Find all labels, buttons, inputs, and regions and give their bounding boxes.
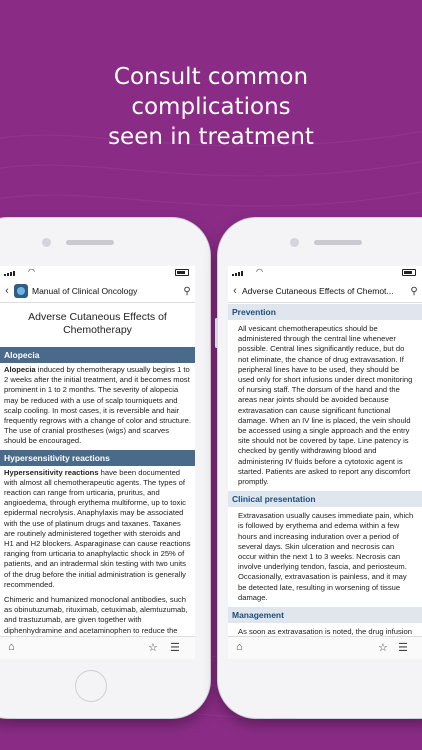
headline xyxy=(0,62,422,152)
paragraph: All vesicant chemotherapeutics should be administered through the central line whenever possible. Central lines significantly reduce, but do not eliminate, the chance of drug extravasation. If peripheral lines have to be used, they should be used only for short infusions under direct monitoring of nursing staff. The dorsum of the hand and the areas near joints should be avoided because extravasation can cause significant functional damage. When an IV line is placed, the vein should be accessed using a single approach and the entry site should not be covered by tape. Line patency is checked by gently withdrawing blood and administering IV fluids before a cytotoxic agent is started. Patients are asked to report any discomfort promptly. xyxy=(238,324,413,487)
headline-line-1: Consult common xyxy=(113,64,309,90)
side-button xyxy=(215,318,218,348)
home-button[interactable] xyxy=(75,670,107,702)
star-icon[interactable]: ☆ xyxy=(378,642,388,654)
chevron-left-icon[interactable]: ‹ xyxy=(5,285,9,297)
paragraph: As soon as extravasation is noted, the drug infusion xyxy=(238,627,412,637)
paragraph: Chimeric and humanized monoclonal antibodies, such as obinutuzumab, rituximab, cetuximab, alemtuzumab, and trastuzumab, are given together with diphenhydramine and acetaminophen to reduce the xyxy=(4,595,188,635)
search-icon[interactable]: ⚲ xyxy=(410,285,418,297)
wifi-icon: ◠ xyxy=(28,267,35,276)
headline-line-3: seen in treatment xyxy=(108,124,314,150)
nav-title: Manual of Clinical Oncology xyxy=(32,286,138,296)
app-logo-icon xyxy=(14,284,28,298)
term: Hypersensitivity reactions xyxy=(4,467,99,477)
home-icon[interactable]: ⌂ xyxy=(236,641,243,653)
left-screen xyxy=(0,266,195,659)
tab-bar xyxy=(228,636,422,659)
right-phone xyxy=(218,218,422,718)
camera xyxy=(290,238,299,247)
headline-line-2: complications xyxy=(131,94,291,120)
nav-title: Adverse Cutaneous Effects of Chemot... xyxy=(242,286,394,296)
left-phone xyxy=(0,218,210,718)
status-bar xyxy=(228,266,422,278)
signal-icon xyxy=(4,269,16,276)
speaker xyxy=(314,240,362,245)
paragraph: Extravasation usually causes immediate pain, which is followed by erythema and edema within a few hours and increasing induration over a period of several days. Skin ulceration and necrosis can occur within the next 1 to 3 weeks. Necrosis can involve underlying tendon, fascia, and periosteum. Occasionally, extravasation is painless, and it may be detected late, resulting in worsening of tissue damage. xyxy=(238,511,414,602)
tab-bar xyxy=(0,636,195,659)
paragraph xyxy=(0,466,195,593)
section-heading-clinical-presentation[interactable]: Clinical presentation xyxy=(228,491,422,507)
notes-icon[interactable]: ☰ xyxy=(398,642,408,654)
section-heading-alopecia[interactable]: Alopecia xyxy=(0,347,195,363)
status-bar xyxy=(0,266,195,278)
nav-bar xyxy=(0,280,195,303)
wifi-icon: ◠ xyxy=(256,267,263,276)
chevron-left-icon[interactable]: ‹ xyxy=(233,285,237,297)
article-content[interactable] xyxy=(0,303,195,637)
document-title: Adverse Cutaneous Effects of Chemotherapy xyxy=(28,311,167,336)
battery-icon xyxy=(175,269,189,276)
signal-icon xyxy=(232,269,244,276)
section-heading-hypersensitivity[interactable]: Hypersensitivity reactions xyxy=(0,450,195,466)
paragraph-text: induced by chemotherapy usually begins 1 to 2 weeks after the initial treatment, and it becomes most prominent in 1 to 2 months. The severity of alopecia may be reduced with a use of scalp tourniquets and scalp cooling. In most cases, it is reversible and hair frequently regrows with a change of color and structure. The use of cranial prostheses (wigs) and scarves should be encouraged. xyxy=(4,365,191,446)
notes-icon[interactable]: ☰ xyxy=(170,642,180,654)
home-icon[interactable]: ⌂ xyxy=(8,641,15,653)
paragraph-text: have been documented with almost all chemotherapeutic agents. The types of reaction can range from urticaria, pruritus, and angioedema, through erythema multiforme, up to toxic epidermal necrolysis. Anaphylaxis may be associated with the use of platinum drugs and taxanes. Taxanes are routinely administered together with steroids and H1 and H2 blockers. Asparaginase can cause reactions ranging from urticaria to anaphylactic shock in 25% of patients, and an intradermal skin testing with two units of the drug before the initial administration is generally recommended. xyxy=(4,467,191,589)
nav-bar xyxy=(228,280,422,303)
right-screen xyxy=(228,266,422,659)
battery-icon xyxy=(402,269,416,276)
section-heading-prevention[interactable]: Prevention xyxy=(228,304,422,320)
speaker xyxy=(66,240,114,245)
camera xyxy=(42,238,51,247)
section-heading-management[interactable]: Management xyxy=(228,607,422,623)
term: Alopecia xyxy=(4,365,36,374)
paragraph xyxy=(0,363,195,450)
search-icon[interactable]: ⚲ xyxy=(183,285,191,297)
star-icon[interactable]: ☆ xyxy=(148,642,158,654)
article-content[interactable] xyxy=(228,304,422,637)
